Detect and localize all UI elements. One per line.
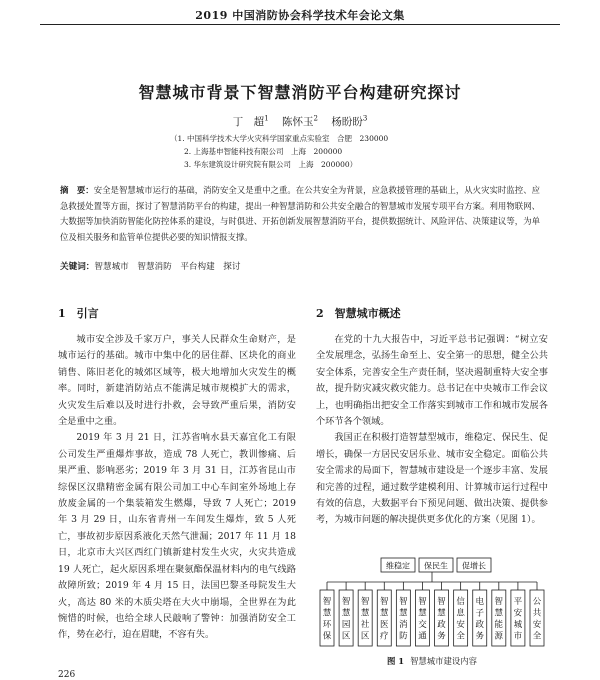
module-label: 信息安全: [456, 597, 465, 642]
keywords-text: 智慧城市 智慧消防 平台构建 探讨: [94, 262, 241, 272]
running-head: 2019 中国消防协会科学技术年会论文集: [195, 9, 405, 22]
module-label: 平安城市: [513, 597, 523, 642]
paper-title: 智慧城市背景下智慧消防平台构建研究探讨: [138, 83, 462, 102]
module-label: 公共安全: [532, 597, 542, 642]
module-label: 智慧消防: [399, 597, 408, 642]
paragraph: 2019 年 3 月 21 日，江苏省响水县天嘉宜化工有限公司发生严重爆炸事故，造成 78 人死亡，教训惨痛、后果严重、影响恶劣；2019 年 3 月 31 日，江苏省昆山市综保区汉鼎精密金属有限公司加工中心车间室外场地上存放废金属的一个集装箱发生燃爆，导致 7 人死亡；2019 年 3 月 29 日，山东省青州一车间发生爆炸，致 5 人死亡，事故初步原因系液化天然气泄漏；2017 年 11 月 18 日，北京市大兴区西红门镇新建村发生火灾，火灾共造成 19 人死亡，起火原因系埋在聚氨酯保温材料内的电气线路故障所致；2019 年 4 月 15 日，法国巴黎圣母院发生大火，高达 80 米的木质尖塔在大火中崩塌，全世界在为此惋惜的时候，也给全球人民敲响了警钟：加强消防安全工作，势在必行，迫在眉睫，不容有失。: [58, 432, 296, 641]
figure-1-caption: [316, 655, 548, 667]
module-label: 智慧环保: [322, 597, 332, 642]
module-label: 智慧医疗: [380, 597, 389, 642]
top-box-label: 维稳定: [386, 561, 410, 571]
author-name: 杨盼盼: [331, 116, 363, 128]
figure-1-diagram: [316, 556, 548, 648]
module-label: 电子政务: [475, 597, 484, 642]
abstract-text: 安全是智慧城市运行的基础，消防安全又是重中之重。在公共安全为背景，应急救援管理的基础上，从火灾实时监控、应急救援处置等方面，探讨了智慧消防平台的构建，提出一种智慧消防和公共安全融合的智慧城市发展专项平台方案。利用物联网、大数据等加快消防智能化防控体系的建设，与时俱进、开拓创新发展智慧消防平台，提供数据统计、风险评估、决策建议等，为单位及相关服务和监管单位提供必要的知识情报支撑。: [60, 185, 540, 242]
author-name: 陈怀玉: [282, 116, 314, 128]
section-2-body: [316, 332, 548, 529]
module-label: 智慧能源: [494, 597, 504, 642]
paragraph: 在党的十九大报告中，习近平总书记强调：“树立安全发展理念，弘扬生命至上、安全第一的思想，健全公共安全体系，完善安全生产责任制，坚决遏制重特大安全事故，提升防灾减灾救灾能力。总书记在中央城市工作会议上，也明确指出把安全工作落实到城市工作和城市发展各个环节各个领域。: [316, 334, 548, 428]
top-box-label: 促增长: [462, 561, 486, 571]
header-rule: [40, 24, 560, 25]
affiliation: 2. 上海基申智能科技有限公司 上海 200000: [184, 147, 343, 156]
section-2-title: 2 智慧城市概述: [316, 307, 401, 320]
top-box-label: 保民生: [424, 561, 448, 571]
module-label: 智慧社区: [360, 597, 370, 642]
keywords-label: 关键词：: [60, 262, 95, 272]
module-label: 智慧园区: [341, 597, 351, 642]
keywords: [60, 260, 540, 272]
abstract-label: 摘 要：: [60, 185, 94, 195]
figure-caption-text: 智慧城市建设内容: [410, 656, 478, 666]
module-label: 智慧交通: [418, 597, 427, 642]
module-label: 智慧政务: [437, 597, 446, 642]
author-mark: 2: [313, 114, 318, 123]
figure-number: 图 1: [386, 656, 405, 666]
author-mark: 1: [264, 114, 269, 123]
author-mark: 3: [362, 114, 368, 123]
section-1-title: 1 引言: [58, 307, 99, 320]
abstract: [60, 183, 540, 245]
author-name: 丁 超: [232, 116, 265, 128]
author-list: [0, 114, 600, 129]
paragraph: 我国正在积极打造智慧型城市，维稳定、保民生、促增长，确保一方居民安居乐业、城市安全稳定。面临公共安全需求的局面下，智慧城市建设是一个逐步丰富、发展和完善的过程，通过数学建模利用、计算城市运行过程中有效的信息，大数据平台下预见问题、做出决策、提供参考，为城市问题的解决提供更多优化的方案（见图 1）。: [316, 432, 548, 526]
paragraph: 城市安全涉及千家万户，事关人民群众生命财产，是城市运行的基础。城市中集中化的居住群、区块化的商业销售、陈旧老化的城郊区域等，极大地增加火灾发生的概率。同时，新建消防站点不能满足城市规模扩大的需求，火灾发生后难以及时进行扑救，会导致严重后果，消防安全是重中之重。: [58, 334, 296, 428]
affiliation: 3. 华东建筑设计研究院有限公司 上海 200000）: [184, 160, 358, 169]
affiliation: （1. 中国科学技术大学火灾科学国家重点实验室 合肥 230000: [170, 134, 389, 143]
section-1-body: [58, 332, 296, 644]
page-number: 226: [58, 670, 76, 680]
